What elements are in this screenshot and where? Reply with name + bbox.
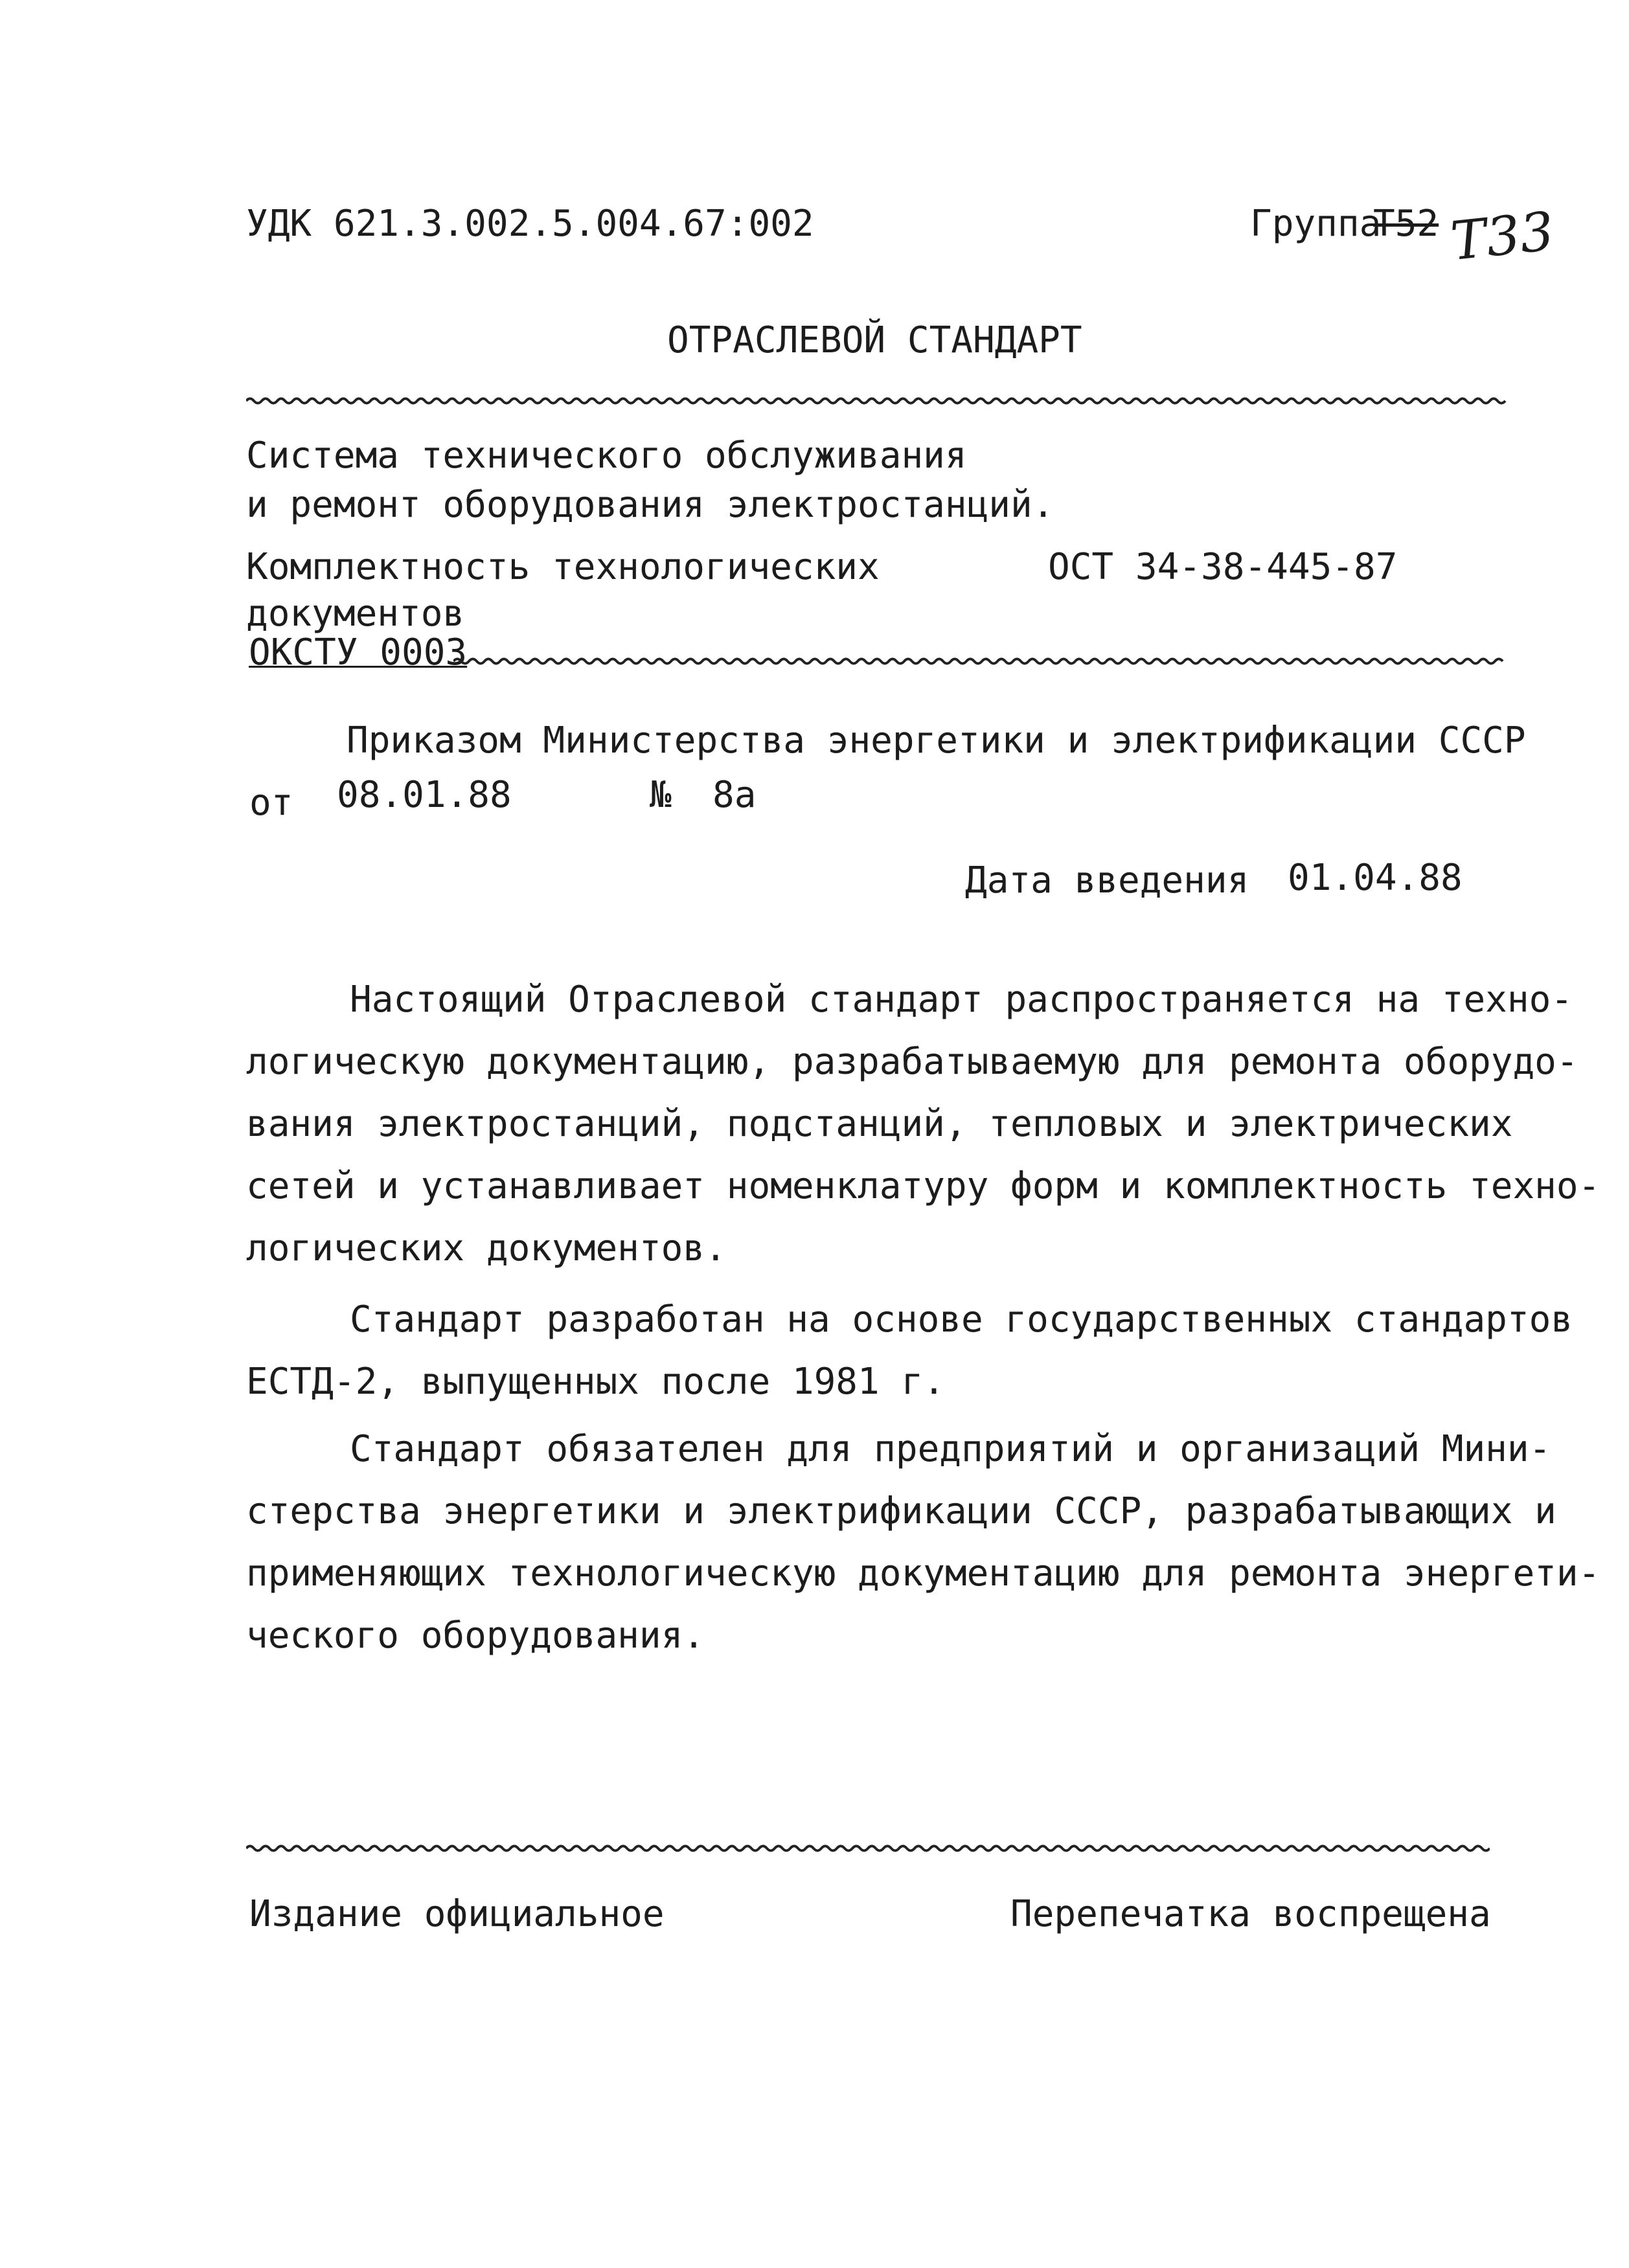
paragraph-3 xyxy=(246,1418,1601,1667)
paragraph-line: логическую документацию, разрабатываемую для ремонта оборудо- xyxy=(246,1041,1578,1083)
order-number: 8а xyxy=(712,774,757,816)
paragraph-line: сетей и устанавливает номенклатуру форм и комплектность техно- xyxy=(246,1165,1601,1207)
document-title: ОТРАСЛЕВОЙ СТАНДАРТ xyxy=(667,319,1082,361)
footer-reprint-prohibited: Перепечатка воспрещена xyxy=(1010,1893,1491,1935)
group-handwritten-code: Т33 xyxy=(1448,200,1557,273)
system-name-line-1: Система технического обслуживания xyxy=(246,435,967,477)
standard-number: ОСТ 34-38-445-87 xyxy=(1048,546,1398,588)
paragraph-line: ЕСТД-2, выпущенных после 1981 г. xyxy=(246,1361,945,1403)
group-label: Группа xyxy=(1250,203,1382,245)
order-date: 08.01.88 xyxy=(337,774,512,816)
order-from-label: от xyxy=(249,782,293,824)
group-old-code: Т52 xyxy=(1373,203,1439,245)
order-text: Приказом Министерства энергетики и электрификации СССР xyxy=(347,720,1526,762)
paragraph-line: Стандарт обязателен для предприятий и организаций Мини- xyxy=(350,1428,1551,1470)
subject-line-1: Комплектность технологических xyxy=(246,546,880,588)
paragraph-line: Настоящий Отраслевой стандарт распространяется на техно- xyxy=(350,979,1573,1021)
introduction-date: 01.04.88 xyxy=(1288,857,1463,899)
top-wavy-rule xyxy=(246,395,1509,407)
okstu-code: ОКСТУ 0003 xyxy=(249,631,468,674)
paragraph-line: логических документов. xyxy=(246,1227,727,1269)
paragraph-line: применяющих технологическую документацию для ремонта энергети- xyxy=(246,1552,1601,1594)
udk-code: УДК 621.3.002.5.004.67:002 xyxy=(246,203,814,245)
paragraph-line: вания электростанций, подстанций, тепловых и электрических xyxy=(246,1103,1513,1145)
introduction-label: Дата введения xyxy=(965,859,1249,902)
footer-official-edition: Издание официальное xyxy=(249,1893,665,1935)
order-number-sign: № xyxy=(650,774,672,816)
paragraph-line: стерства энергетики и электрификации СССР, разрабатывающих и xyxy=(246,1490,1556,1532)
system-name-line-2: и ремонт оборудования электростанций. xyxy=(246,484,1054,526)
paragraph-2 xyxy=(246,1289,1573,1413)
bottom-wavy-rule xyxy=(246,1843,1490,1854)
paragraph-1 xyxy=(246,969,1601,1280)
subject-wavy-rule xyxy=(453,655,1509,667)
subject-line-2: документов xyxy=(246,593,465,635)
paragraph-line: ческого оборудования. xyxy=(246,1615,705,1657)
paragraph-line: Стандарт разработан на основе государственных стандартов xyxy=(350,1298,1573,1341)
